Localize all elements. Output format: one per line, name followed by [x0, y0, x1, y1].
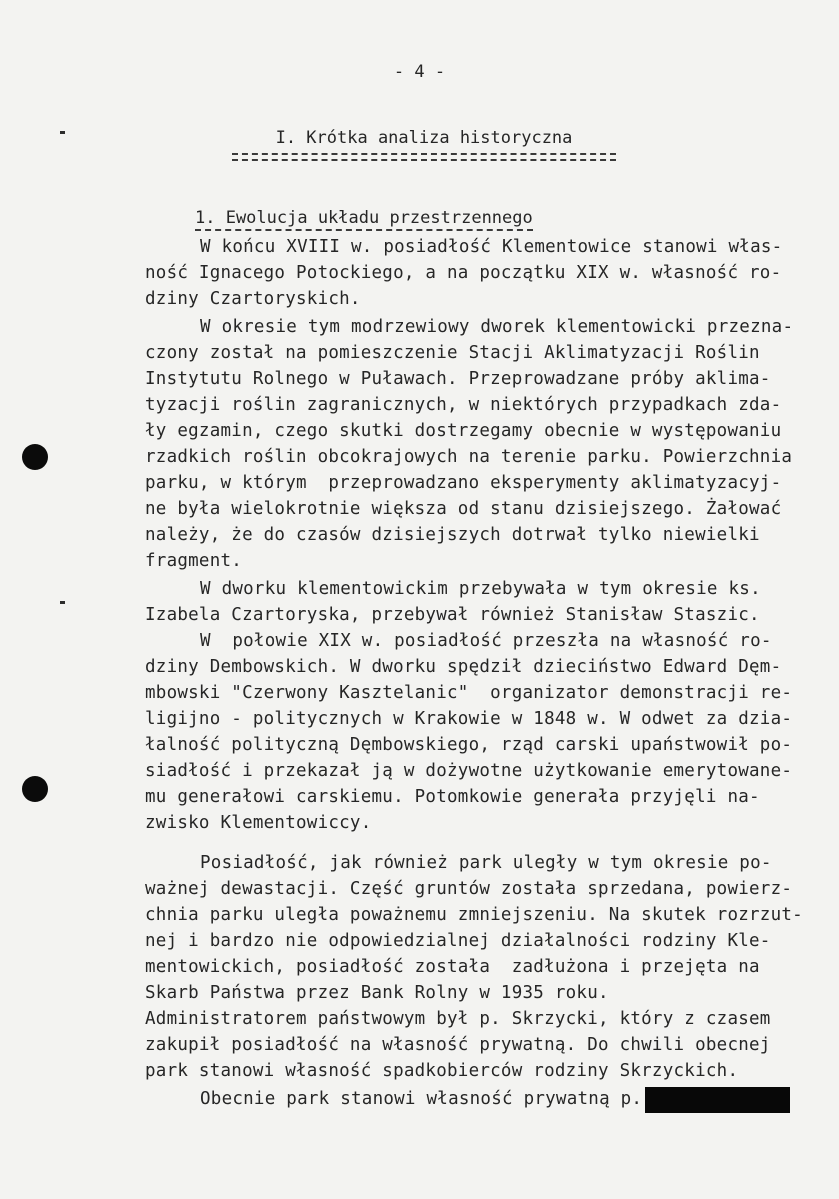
text-line: mbowski "Czerwony Kasztelanic" organizator demonstracji re- — [145, 683, 793, 703]
text-line: Izabela Czartoryska, przebywał również Stanisław Staszic. — [145, 605, 760, 625]
text-line: rzadkich roślin obcokrajowych na terenie parku. Powierzchnia — [145, 447, 793, 467]
text-line: Administratorem państwowym był p. Skrzycki, który z czasem — [145, 1009, 771, 1029]
text-line: W okresie tym modrzewiowy dworek klementowicki przezna- — [200, 317, 794, 337]
redaction-bar — [645, 1087, 790, 1113]
text-line: mu generałowi carskiemu. Potomkowie generała przyjęli na- — [145, 787, 760, 807]
text-line: tyzacji roślin zagranicznych, w niektórych przypadkach zda- — [145, 395, 782, 415]
text-line: dziny Dembowskich. W dworku spędził dzieciństwo Edward Dęm- — [145, 657, 782, 677]
text-line: należy, że do czasów dzisiejszych dotrwał tylko niewielki — [145, 525, 760, 545]
text-line: ligijno - politycznych w Krakowie w 1848 w. W odwet za dzia- — [145, 709, 793, 729]
margin-mark — [60, 131, 65, 134]
text-line: ne była wielokrotnie większa od stanu dzisiejszego. Żałować — [145, 499, 782, 519]
text-line: Posiadłość, jak również park uległy w tym okresie po- — [200, 853, 772, 873]
text-line: siadłość i przekazał ją w dożywotne użytkowanie emerytowane- — [145, 761, 793, 781]
punch-hole — [22, 776, 48, 802]
subsection-title: 1. Ewolucja układu przestrzennego — [195, 208, 533, 231]
text-line: fragment. — [145, 551, 243, 571]
text-line: park stanowi własność spadkobierców rodziny Skrzyckich. — [145, 1061, 739, 1081]
margin-mark — [60, 601, 65, 604]
title-underline-rule — [232, 159, 616, 161]
text-line: zakupił posiadłość na własność prywatną. Do chwili obecnej — [145, 1035, 771, 1055]
text-line: mentowickich, posiadłość została zadłużona i przejęta na — [145, 957, 760, 977]
text-line: W końcu XVIII w. posiadłość Klementowice stanowi włas- — [200, 237, 783, 257]
section-title: I. Krótka analiza historyczna — [275, 128, 573, 148]
punch-hole — [22, 444, 48, 470]
text-line: W dworku klementowickim przebywała w tym okresie ks. — [200, 579, 761, 599]
page-number: - 4 - — [393, 62, 446, 82]
text-line: ły egzamin, czego skutki dostrzegamy obecnie w występowaniu — [145, 421, 782, 441]
text-line: parku, w którym przeprowadzano eksperymenty aklimatyzacyj- — [145, 473, 782, 493]
text-line: dziny Czartoryskich. — [145, 289, 361, 309]
text-line: Skarb Państwa przez Bank Rolny w 1935 roku. — [145, 983, 609, 1003]
text-line: łalność polityczną Dęmbowskiego, rząd carski upaństwowił po- — [145, 735, 793, 755]
title-underline-rule — [232, 153, 616, 155]
text-line: zwisko Klementowiccy. — [145, 813, 372, 833]
text-line: czony został na pomieszczenie Stacji Aklimatyzacji Roślin — [145, 343, 760, 363]
text-line: Obecnie park stanowi własność prywatną p. — [200, 1089, 643, 1109]
text-line: chnia parku uległa poważnemu zmniejszeniu. Na skutek rozrzut- — [145, 905, 803, 925]
text-line: ważnej dewastacji. Część gruntów została sprzedana, powierz- — [145, 879, 793, 899]
text-line: Instytutu Rolnego w Puławach. Przeprowadzane próby aklima- — [145, 369, 771, 389]
text-line: nej i bardzo nie odpowiedzialnej działalności rodziny Kle- — [145, 931, 771, 951]
text-line: ność Ignacego Potockiego, a na początku XIX w. własność ro- — [145, 263, 782, 283]
text-line: W połowie XIX w. posiadłość przeszła na własność ro- — [200, 631, 772, 651]
